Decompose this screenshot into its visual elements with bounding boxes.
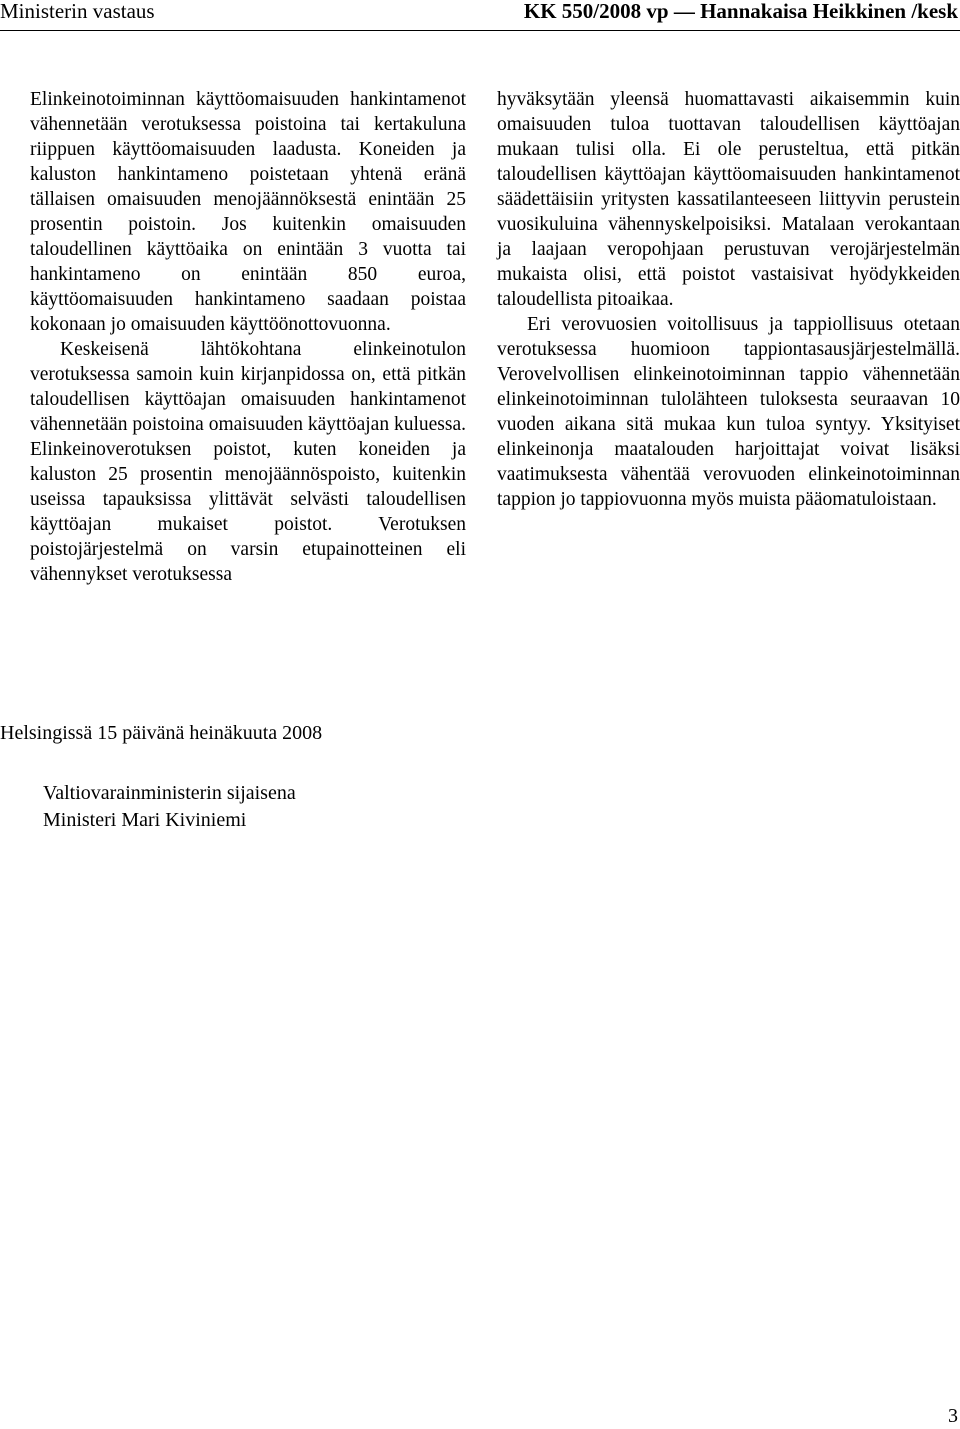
header-document-reference: KK 550/2008 vp — Hannakaisa Heikkinen /kesk	[523, 0, 958, 23]
left-text-column	[30, 87, 466, 587]
body-paragraph: hyväksytään yleensä huomattavasti aikaisemmin kuin omaisuuden tuloa tuottavan taloudellisen käyttöajan mukaan tulisi olla. Ei ole perusteltua, että pitkän taloudellisen käyttöajan käyttöomaisuuden hankintamenot säädettäisiin yritysten kassatilanteeseen liittyvin perustein vuosikuluina vähennyskelpoisiksi. Matalaan verokantaan ja laajaan veropohjaan perustuvan verojärjestelmän mukaista olisi, että poistot vastaisivat hyödykkeiden taloudellista pitoaikaa.	[497, 89, 960, 310]
signoff-date-line: Helsingissä 15 päivänä heinäkuuta 2008	[0, 722, 323, 744]
body-paragraph: Elinkeinotoiminnan käyttöomaisuuden hankintamenot vähennetään verotuksessa poistoina tai kertakuluna riippuen käyttöomaisuuden laadusta. Koneiden ja kaluston hankintameno poistetaan yhtenä eränä tällaisen omaisuuden menojäännöksestä enintään 25 prosentin poistoin. Jos kuitenkin omaisuuden taloudellinen käyttöaika on enintään 3 vuotta tai hankintameno on enintään 850 euroa, käyttöomaisuuden hankintameno saadaan poistaa kokonaan jo omaisuuden käyttöönottovuonna.	[30, 89, 466, 335]
header-section-title: Ministerin vastaus	[0, 0, 155, 23]
body-paragraph: Eri verovuosien voitollisuus ja tappiollisuus otetaan verotuksessa huomioon tappiontasausjärjestelmällä. Verovelvollisen elinkeinotoiminnan tappio vähennetään elinkeinotoiminnan tulolähteen tuloksesta seuraavan 10 vuoden aikana sitä mukaa kun tuloa syntyy. Yksityiset elinkeinonja maatalouden harjoittajat voivat lisäksi vaatimuksesta vähentää verovuoden elinkeinotoiminnan tappion jo tappiovuonna myös muista pääomatuloistaan.	[497, 314, 960, 510]
page-header	[0, 0, 960, 40]
signoff-name: Ministeri Mari Kiviniemi	[43, 809, 247, 831]
body-paragraph: Keskeisenä lähtökohtana elinkeinotulon verotuksessa samoin kuin kirjanpidossa on, että pitkän taloudellisen käyttöajan omaisuuden hankintamenot vähennetään poistoina omaisuuden käyttöajan kuluessa. Elinkeinoverotuksen poistot, kuten koneiden ja kaluston 25 prosentin menojäännöspoisto, kuitenkin useissa tapauksissa ylittävät selvästi taloudellisen käyttöajan mukaiset poistot. Verotuksen poistojärjestelmä on varsin etupainotteinen eli vähennykset verotuksessa	[30, 339, 466, 585]
header-divider	[0, 30, 960, 31]
page-number: 3	[948, 1405, 958, 1427]
signoff-title: Valtiovarainministerin sijaisena	[43, 782, 296, 804]
right-text-column	[497, 87, 960, 512]
